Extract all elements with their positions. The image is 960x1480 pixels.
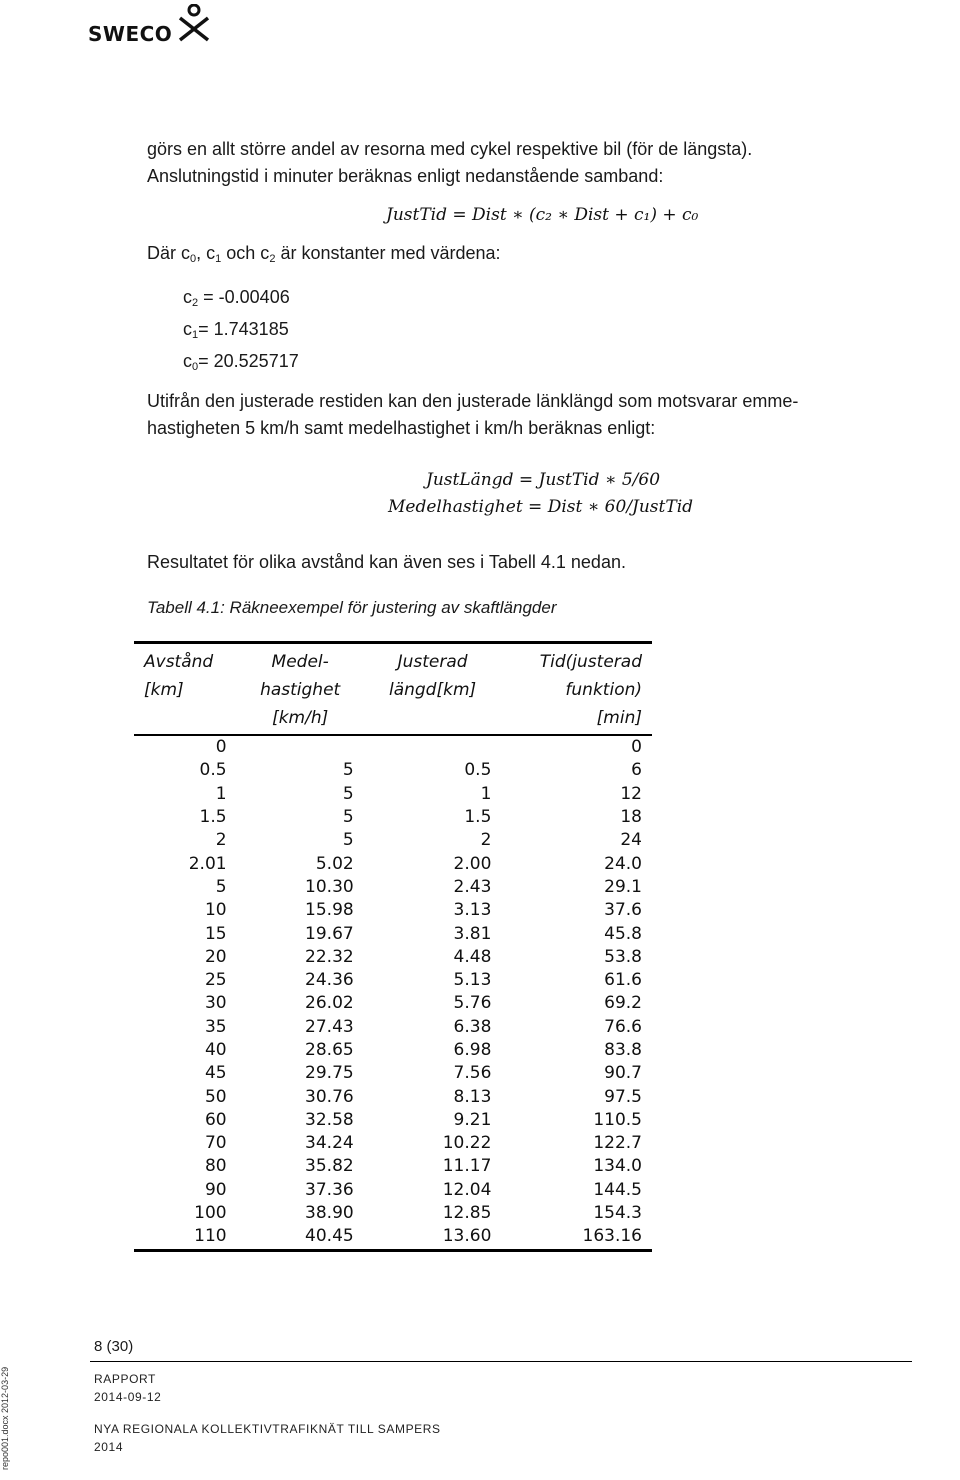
- table-row: [134, 1132, 652, 1155]
- table-cell: 3.81: [453, 923, 492, 944]
- table-cell: 83.8: [604, 1040, 642, 1060]
- results-table: [134, 641, 652, 1252]
- table-cell: 6: [631, 760, 642, 781]
- table-cell: 110.5: [593, 1109, 642, 1130]
- table-row: [134, 759, 652, 782]
- table-cell: 134.0: [593, 1156, 642, 1177]
- table-cell: 2.00: [453, 853, 492, 874]
- table-row: [134, 1202, 652, 1225]
- table-cell: 12: [620, 783, 642, 804]
- footer-project: NYA REGIONALA KOLLEKTIVTRAFIKNÄT TILL SAMPERS: [94, 1422, 441, 1436]
- constants-list: [183, 284, 299, 380]
- header-justerad-langd: Justerad längd[km]: [388, 652, 477, 700]
- table-cell: 4.48: [453, 946, 492, 967]
- table-cell: 37.6: [604, 900, 642, 921]
- table-row: [134, 806, 652, 829]
- table-cell: 76.6: [604, 1016, 642, 1037]
- table-cell: 27.43: [305, 1016, 354, 1037]
- table-cell: 15: [204, 923, 227, 944]
- constant-c2: c2 = -0.00406: [183, 287, 290, 309]
- logo-text: SWECO: [88, 22, 173, 46]
- table-header-row: [134, 643, 652, 736]
- footer-divider: [90, 1361, 912, 1362]
- table-cell: 12.04: [442, 1179, 492, 1200]
- table-cell: 1.5: [199, 807, 227, 828]
- table-cell: 69.2: [604, 993, 642, 1014]
- table-cell: [237, 735, 364, 759]
- table-row: [134, 1109, 652, 1132]
- table-cell: 163.16: [582, 1226, 642, 1247]
- table-cell: 25: [204, 970, 227, 991]
- table-cell: 60: [204, 1109, 227, 1130]
- table-row: [134, 829, 652, 852]
- table-cell: 9.21: [453, 1109, 492, 1130]
- table-cell: 6.98: [453, 1040, 492, 1060]
- table-cell: 45.8: [604, 923, 642, 944]
- constant-c0: c0= 20.525717: [183, 351, 299, 373]
- table-row: [134, 876, 652, 899]
- constant-c0-value: = 20.525717: [198, 351, 299, 371]
- table-cell: 2: [215, 830, 227, 851]
- adjust-line-2: hastigheten 5 km/h samt medelhastighet i km/h beräknas enligt:: [147, 418, 656, 438]
- table-cell: 26.02: [305, 993, 354, 1014]
- table-cell: 7.56: [453, 1063, 492, 1084]
- table-cell: 70: [204, 1133, 227, 1154]
- table-cell: 5: [342, 830, 354, 851]
- intro-line-1: görs en allt större andel av resorna med cykel respektive bil (för de längsta).: [147, 139, 753, 159]
- result-paragraph: [147, 549, 867, 576]
- table-cell: 100: [194, 1203, 227, 1224]
- header-tid: Tid(justerad funktion) [min]: [539, 652, 642, 728]
- table-caption: Tabell 4.1: Räkneexempel för justering av skaftlängder: [147, 598, 557, 617]
- table-cell: 32.58: [305, 1109, 354, 1130]
- equation-medelhastighet: Medelhastighet = Dist ∗ 60/JustTid: [388, 497, 694, 517]
- table-cell: 0: [631, 737, 642, 758]
- table-row: [134, 735, 652, 759]
- table-cell: 24: [620, 830, 642, 851]
- table-row: [134, 946, 652, 969]
- equation-justtid: JustTid = Dist ∗ (c₂ ∗ Dist + c₁) + c₀: [386, 205, 699, 225]
- table-cell: 29.75: [305, 1063, 354, 1084]
- table-cell: 40.45: [305, 1226, 354, 1247]
- table-cell: 10: [204, 900, 227, 921]
- intro-line-2: Anslutningstid i minuter beräknas enligt nedanstående samband:: [147, 166, 664, 186]
- footer-doc-type: RAPPORT: [94, 1372, 156, 1386]
- table-cell: 24.36: [305, 970, 354, 991]
- table-row: [134, 783, 652, 806]
- footer-date: 2014-09-12: [94, 1390, 162, 1404]
- table-cell: 3.13: [453, 900, 492, 921]
- table-cell: 5: [342, 760, 354, 781]
- table-row: [134, 1155, 652, 1178]
- table-cell: 38.90: [305, 1203, 354, 1224]
- table-cell: 110: [194, 1226, 227, 1247]
- table-row: [134, 922, 652, 945]
- table-cell: 80: [204, 1156, 227, 1177]
- sweco-emblem-icon: [176, 4, 216, 42]
- table-cell: 1.5: [464, 807, 492, 828]
- table-cell: 90.7: [604, 1063, 642, 1084]
- table-row: [134, 992, 652, 1015]
- footer-year: 2014: [94, 1440, 124, 1454]
- header-avstand: Avstånd [km]: [144, 652, 214, 700]
- constant-c1: c1= 1.743185: [183, 319, 289, 341]
- table-cell: 5: [215, 876, 227, 897]
- table-cell: 5: [342, 783, 354, 804]
- table-row: [134, 1016, 652, 1039]
- intro-paragraph: [147, 136, 867, 190]
- table-cell: 61.6: [604, 970, 642, 991]
- table-cell: 11.17: [442, 1156, 492, 1177]
- table-cell: 1: [215, 783, 227, 804]
- table-cell: 45: [204, 1063, 227, 1084]
- table-cell: 28.65: [305, 1040, 354, 1060]
- table-row: [134, 1039, 652, 1062]
- adjust-paragraph: [147, 388, 887, 442]
- table-cell: 5: [342, 807, 354, 828]
- table-row: [134, 1085, 652, 1108]
- adjust-line-1: Utifrån den justerade restiden kan den justerade länklängd som motsvarar emme-: [147, 391, 799, 411]
- table-cell: 8.13: [453, 1086, 492, 1107]
- table-cell: 35.82: [305, 1156, 354, 1177]
- result-line: Resultatet för olika avstånd kan även ses i Tabell 4.1 nedan.: [147, 552, 626, 572]
- table-cell: 29.1: [604, 876, 642, 897]
- table-cell: 30.76: [305, 1086, 354, 1107]
- table-row: [134, 852, 652, 875]
- table-body: [134, 735, 652, 1250]
- table-cell: 13.60: [442, 1226, 492, 1247]
- table-cell: 5.02: [315, 853, 354, 874]
- constants-intro: Där c0, c1 och c2 är konstanter med värdena:: [147, 243, 501, 265]
- constant-c2-value: = -0.00406: [203, 287, 290, 307]
- table-cell: 6.38: [453, 1016, 492, 1037]
- table-cell: 154.3: [593, 1203, 642, 1224]
- table-cell: 24.0: [604, 853, 642, 874]
- table-cell: 97.5: [604, 1086, 642, 1107]
- table-cell: 0.5: [199, 760, 227, 781]
- table-cell: 10.30: [305, 876, 354, 897]
- table-cell: 2: [480, 830, 492, 851]
- table-cell: 40: [204, 1040, 227, 1060]
- table-cell: [364, 735, 502, 759]
- table-cell: 15.98: [305, 900, 354, 921]
- table-cell: 19.67: [305, 923, 354, 944]
- table-cell: 2.43: [453, 876, 492, 897]
- table-cell: 53.8: [604, 946, 642, 967]
- table-row: [134, 1179, 652, 1202]
- equation-justlangd: JustLängd = JustTid ∗ 5/60: [426, 470, 661, 490]
- table-cell: 1: [480, 783, 492, 804]
- table-cell: 37.36: [305, 1179, 354, 1200]
- page-number: 8 (30): [94, 1338, 134, 1355]
- table-cell: 90: [204, 1179, 227, 1200]
- table-cell: 5.76: [453, 993, 492, 1014]
- table-cell: 0.5: [464, 760, 492, 781]
- table-cell: 144.5: [593, 1179, 642, 1200]
- table-row: [134, 899, 652, 922]
- table-cell: 20: [204, 946, 227, 967]
- table-cell: 34.24: [305, 1133, 354, 1154]
- table-cell: 30: [204, 993, 227, 1014]
- table-cell: 18: [620, 807, 642, 828]
- table-cell: 22.32: [305, 946, 354, 967]
- table-cell: 0: [215, 737, 227, 758]
- table-cell: 12.85: [442, 1203, 492, 1224]
- table-cell: 5.13: [453, 970, 492, 991]
- table-row: [134, 1062, 652, 1085]
- template-id: repo001.docx 2012-03-29: [0, 1366, 10, 1470]
- table-cell: 122.7: [593, 1133, 642, 1154]
- constant-c1-value: = 1.743185: [198, 319, 289, 339]
- table-cell: 2.01: [188, 853, 227, 874]
- table-row: [134, 1225, 652, 1250]
- table-row: [134, 969, 652, 992]
- header-medelhastighet: Medel- hastighet [km/h]: [260, 652, 341, 728]
- table-cell: 10.22: [442, 1133, 492, 1154]
- table-cell: 50: [204, 1086, 227, 1107]
- table-cell: 35: [204, 1016, 227, 1037]
